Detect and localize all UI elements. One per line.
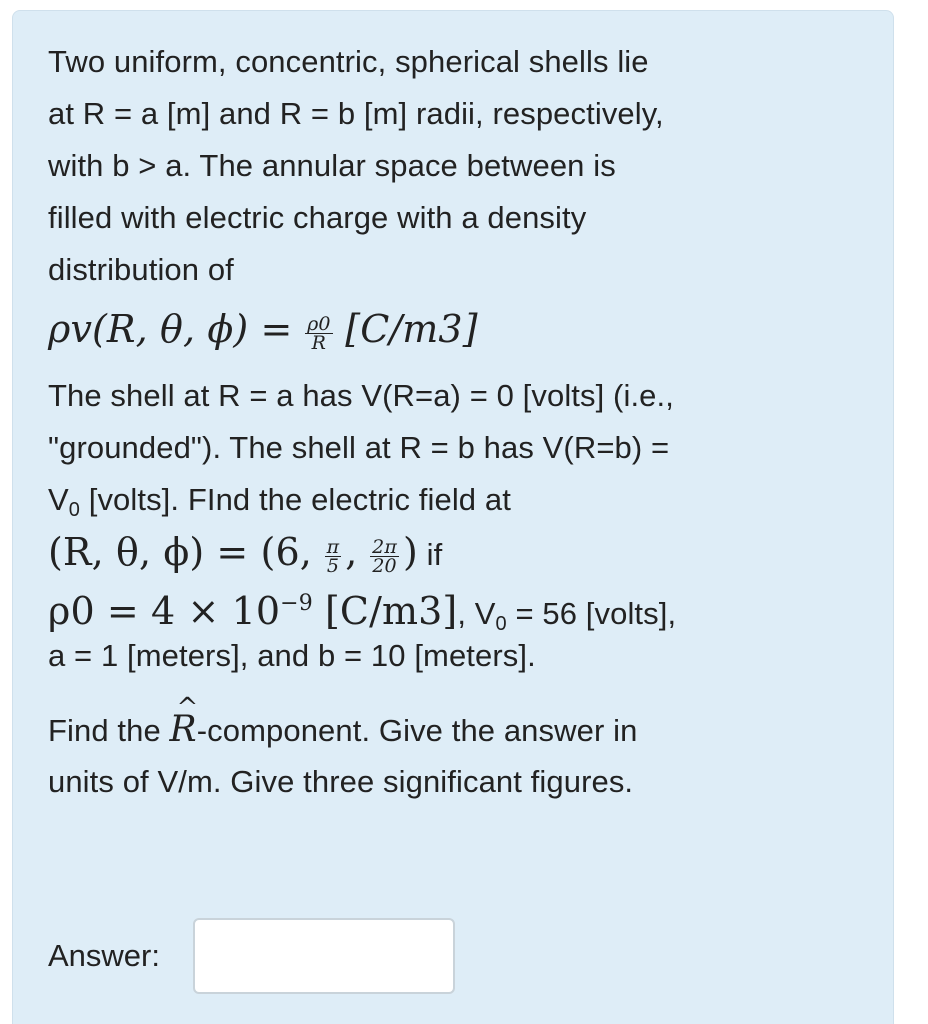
fraction-numerator: 2π (372, 536, 397, 559)
point-comma: , (345, 530, 358, 574)
rho0-exponent: −9 (280, 591, 313, 616)
r-hat-symbol: ^ R (170, 704, 197, 756)
find-line (48, 704, 868, 756)
spacer (48, 362, 868, 370)
question-line: with b > a. The annular space between is (48, 148, 616, 183)
v0-text-post: = 56 [volts], (506, 596, 677, 631)
v0-subscript: 0 (68, 499, 81, 521)
v0-subscript: 0 (495, 613, 507, 635)
find-post: -component. Give the answer in (196, 713, 638, 748)
find-pre: Find the (48, 713, 170, 748)
question-line: distribution of (48, 252, 234, 287)
question-line: "grounded"). The shell at R = b has V(R=b) = (48, 430, 670, 465)
v0-text-pre: , V (457, 596, 496, 631)
density-lhs: ρv(R, θ, ϕ) = (48, 307, 293, 351)
v0-symbol: V (48, 482, 69, 517)
question-line: a = 1 [meters], and b = 10 [meters]. (48, 638, 536, 673)
fraction-denominator: 20 (372, 555, 397, 578)
point-close: ) (402, 530, 418, 574)
answer-label: Answer: (48, 938, 160, 973)
density-numerator: ρ0 (307, 313, 331, 336)
fraction-numerator: π (326, 536, 340, 559)
question-line: units of V/m. Give three significant figures. (48, 764, 634, 799)
rho0-expression: ρ0 = 4 × 10 (48, 589, 281, 633)
question-line: The shell at R = a has V(R=a) = 0 [volts] (i.e., (48, 378, 674, 413)
point-fraction-2 (370, 536, 399, 578)
density-fraction (305, 313, 332, 355)
question-line-rest: [volts]. FInd the electric field at (80, 482, 511, 517)
point-equation (48, 526, 868, 578)
rho0-equation (48, 578, 868, 635)
question-text (48, 36, 868, 808)
point-if: if (417, 537, 443, 572)
question-line: at R = a [m] and R = b [m] radii, respectively, (48, 96, 664, 131)
rho0-units: [C/m3] (312, 589, 458, 633)
fraction-denominator: 5 (326, 555, 340, 578)
spacer (48, 682, 868, 704)
density-denominator: R (311, 332, 327, 355)
density-equation (48, 296, 868, 362)
density-units: [C/m3] (345, 307, 478, 351)
answer-input[interactable] (193, 918, 455, 994)
question-line (48, 474, 868, 526)
point-fraction-1 (325, 536, 342, 578)
question-line: filled with electric charge with a density (48, 200, 587, 235)
question-line: Two uniform, concentric, spherical shells lie (48, 44, 649, 79)
point-lhs: (R, θ, ϕ) = (6, (48, 530, 312, 574)
